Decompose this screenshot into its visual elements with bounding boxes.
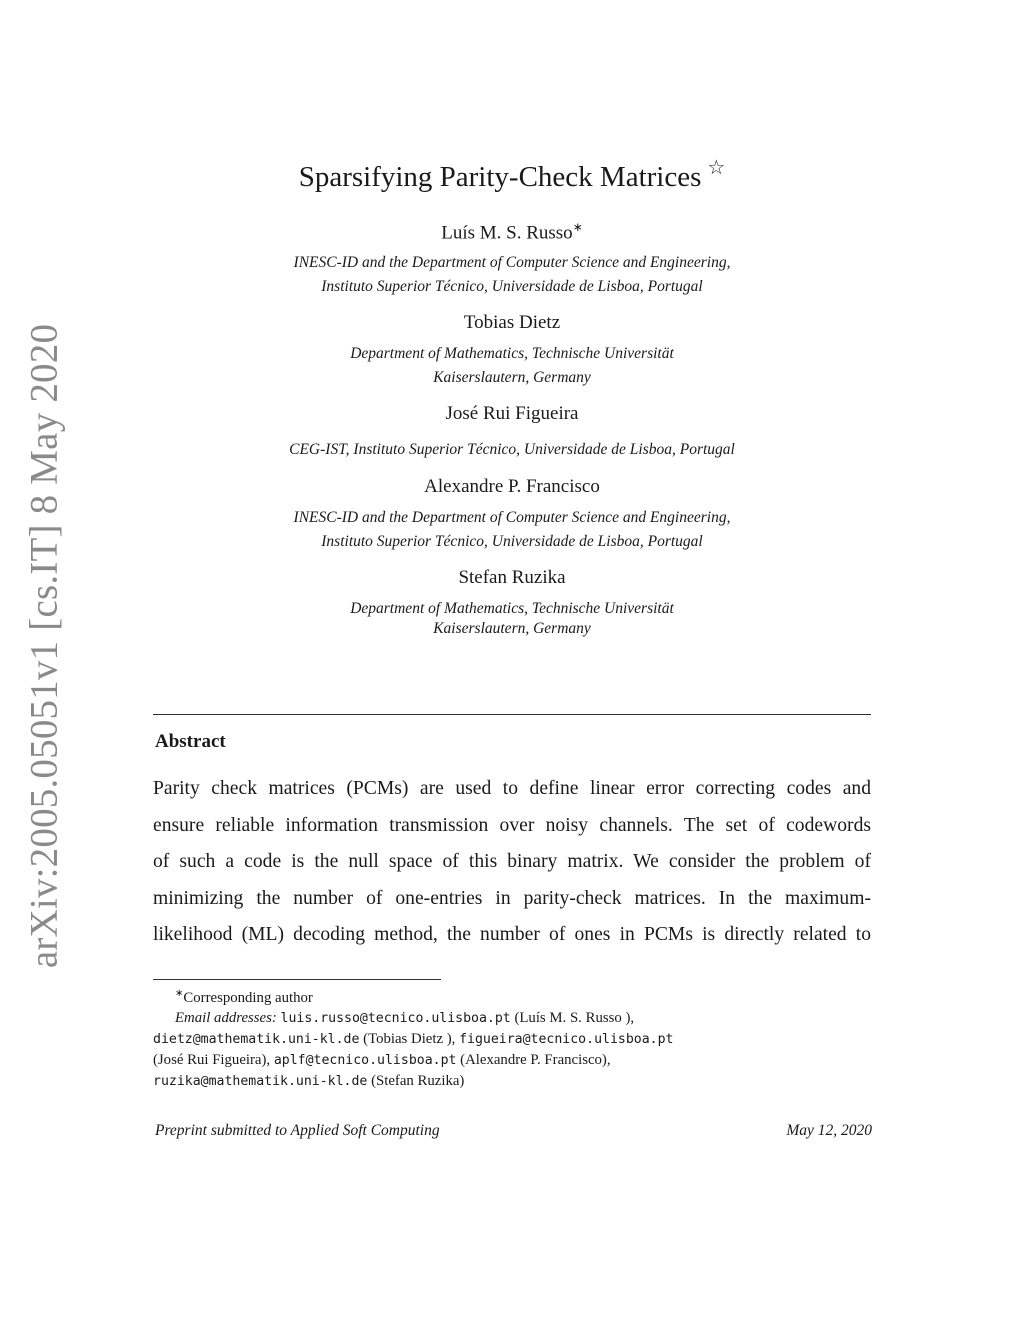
email-line	[153, 1071, 873, 1092]
arxiv-identifier-stamp: arXiv:2005.05051v1 [cs.IT] 8 May 2020	[22, 323, 66, 969]
author-affiliation-line: Kaiserslautern, Germany	[433, 620, 591, 637]
title-star-mark: ☆	[707, 157, 726, 179]
abstract-heading: Abstract	[155, 731, 226, 752]
footnote-rule	[153, 979, 441, 980]
author-affiliation-line: Department of Mathematics, Technische Universität	[350, 345, 674, 362]
abstract-body	[153, 771, 871, 954]
paper-title-text: Sparsifying Parity-Check Matrices	[298, 161, 702, 193]
author-name: José Rui Figueira	[445, 403, 579, 424]
author-affiliation-line: Department of Mathematics, Technische Universität	[350, 600, 674, 617]
corresponding-author-note	[153, 984, 873, 1008]
email-owner: (Alexandre P. Francisco),	[460, 1051, 611, 1068]
email-line	[153, 1050, 873, 1071]
corresponding-author-text: Corresponding author	[183, 989, 313, 1006]
preprint-date: May 12, 2020	[786, 1122, 872, 1139]
abstract-top-rule	[153, 714, 871, 715]
author-affiliation-line: Kaiserslautern, Germany	[433, 369, 591, 386]
email-owner: (Luís M. S. Russo ),	[514, 1009, 635, 1026]
author-name: Alexandre P. Francisco	[424, 476, 600, 497]
author-name: Tobias Dietz	[463, 312, 561, 333]
abstract-line: ensure reliable information transmission over noisy channels. The set of codewords	[153, 814, 871, 836]
footnote-mark: ∗	[175, 988, 184, 999]
email-link[interactable]: figueira@tecnico.ulisboa.pt	[459, 1031, 674, 1047]
author-affiliation-line: INESC-ID and the Department of Computer Science and Engineering,	[293, 509, 731, 526]
email-owner: (Tobias Dietz ),	[363, 1030, 456, 1047]
author-affiliation-line: CEG-IST, Instituto Superior Técnico, Universidade de Lisboa, Portugal	[289, 441, 735, 458]
email-owner: (José Rui Figueira),	[153, 1051, 271, 1068]
abstract-line: minimizing the number of one-entries in parity-check matrices. In the maximum-	[153, 887, 871, 909]
email-link[interactable]: luis.russo@tecnico.ulisboa.pt	[280, 1010, 511, 1026]
email-line	[153, 1008, 873, 1029]
abstract-line: of such a code is the null space of this binary matrix. We consider the problem of	[153, 851, 871, 873]
email-link[interactable]: dietz@mathematik.uni-kl.de	[153, 1031, 360, 1047]
author-affiliation-line: INESC-ID and the Department of Computer Science and Engineering,	[293, 254, 731, 271]
email-link[interactable]: ruzika@mathematik.uni-kl.de	[153, 1073, 368, 1089]
abstract-line: likelihood (ML) decoding method, the number of ones in PCMs is directly related to	[153, 924, 871, 946]
author-name: Stefan Ruzika	[458, 567, 566, 588]
email-owner: (Stefan Ruzika)	[371, 1072, 465, 1089]
footnotes	[153, 984, 873, 1092]
author-affiliation-line: Instituto Superior Técnico, Universidade de Lisboa, Portugal	[321, 278, 703, 295]
email-link[interactable]: aplf@tecnico.ulisboa.pt	[273, 1052, 457, 1068]
author-name-text: Luís M. S. Russo	[441, 222, 573, 244]
paper-title	[0, 155, 1024, 194]
abstract-line: Parity check matrices (PCMs) are used to define linear error correcting codes and	[153, 778, 871, 799]
corresponding-mark: ∗	[572, 220, 583, 234]
author-affiliation-line: Instituto Superior Técnico, Universidade de Lisboa, Portugal	[321, 533, 703, 550]
email-label: Email addresses:	[175, 1009, 277, 1026]
email-line	[153, 1029, 873, 1050]
author-name	[0, 220, 1024, 244]
preprint-note: Preprint submitted to Applied Soft Computing	[155, 1122, 440, 1139]
